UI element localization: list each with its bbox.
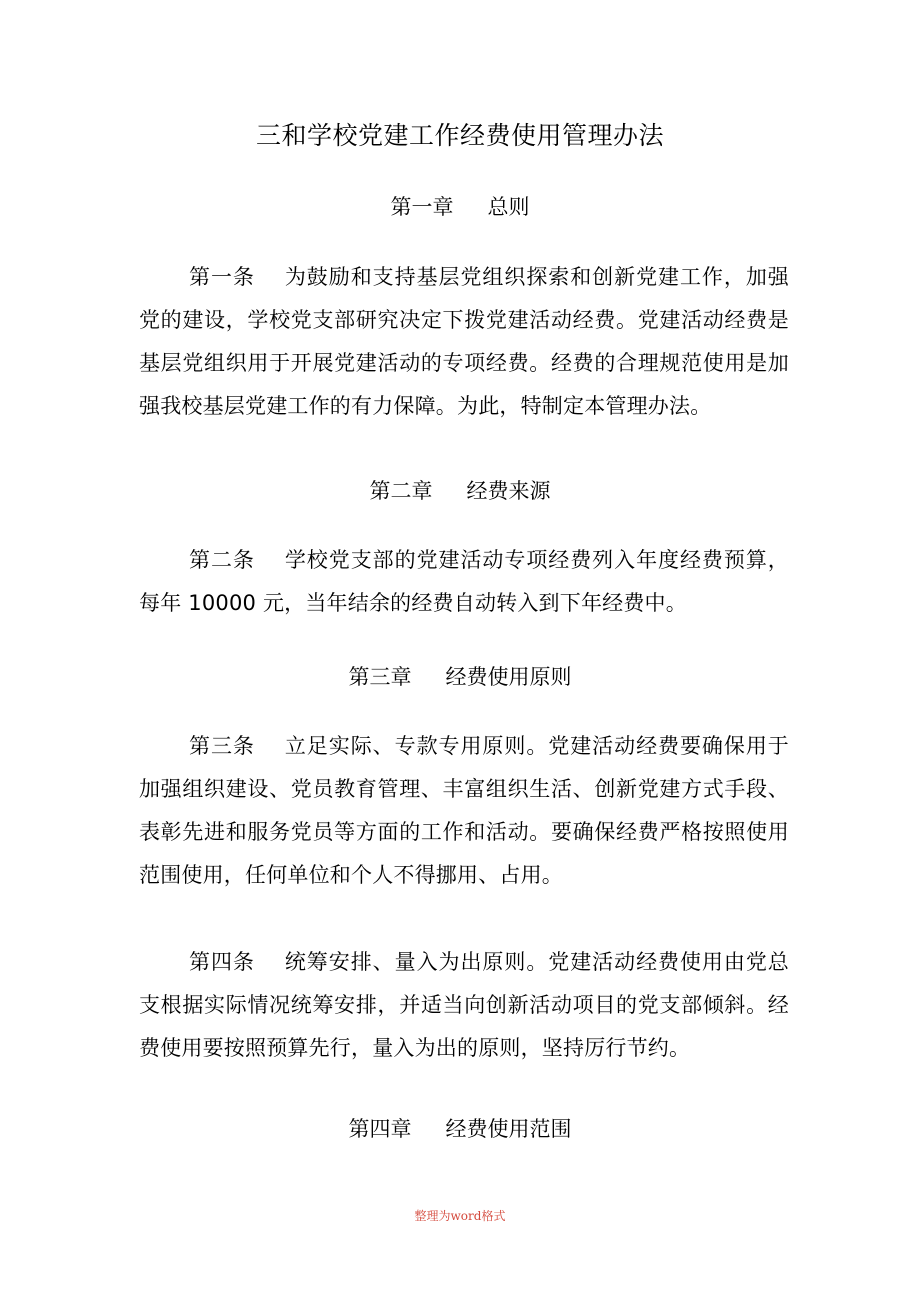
chapter-number: 第三章	[348, 665, 412, 689]
chapter-name: 经费使用范围	[445, 1117, 572, 1141]
page-footer-note: 整理为word格式	[414, 1209, 506, 1223]
article-number: 第四条	[189, 950, 255, 974]
chapter-heading-3	[0, 660, 920, 694]
chapter-heading-4	[0, 1112, 920, 1146]
chapter-heading-1	[0, 190, 920, 224]
article-4	[139, 941, 789, 1070]
article-number: 第三条	[189, 734, 255, 758]
article-text: 立足实际、专款专用原则。党建活动经费要确保用于加强组织建设、党员教育管理、丰富组织生活、创新党建方式手段、表彰先进和服务党员等方面的工作和活动。要确保经费严格按照使用范围使用，任何单位和个人不得挪用、占用。	[139, 734, 789, 887]
article-1	[139, 256, 789, 428]
chapter-name: 总则	[487, 195, 530, 219]
chapter-heading-2	[0, 474, 920, 508]
article-text: 统筹安排、量入为出原则。党建活动经费使用由党总支根据实际情况统筹安排，并适当向创新活动项目的党支部倾斜。经费使用要按照预算先行，量入为出的原则，坚持厉行节约。	[139, 950, 789, 1060]
chapter-number: 第四章	[348, 1117, 412, 1141]
chapter-name: 经费使用原则	[445, 665, 572, 689]
article-2	[139, 539, 789, 625]
chapter-name: 经费来源	[466, 479, 551, 503]
chapter-number: 第一章	[390, 195, 454, 219]
article-3	[139, 725, 789, 897]
article-number: 第一条	[189, 265, 255, 289]
document-title: 三和学校党建工作经费使用管理办法	[255, 121, 664, 150]
chapter-number: 第二章	[369, 479, 433, 503]
article-text: 学校党支部的党建活动专项经费列入年度经费预算，每年 10000 元，当年结余的经费自动转入到下年经费中。	[139, 548, 789, 615]
article-number: 第二条	[189, 548, 255, 572]
article-text: 为鼓励和支持基层党组织探索和创新党建工作，加强党的建设，学校党支部研究决定下拨党建活动经费。党建活动经费是基层党组织用于开展党建活动的专项经费。经费的合理规范使用是加强我校基层党建工作的有力保障。为此，特制定本管理办法。	[139, 265, 789, 418]
